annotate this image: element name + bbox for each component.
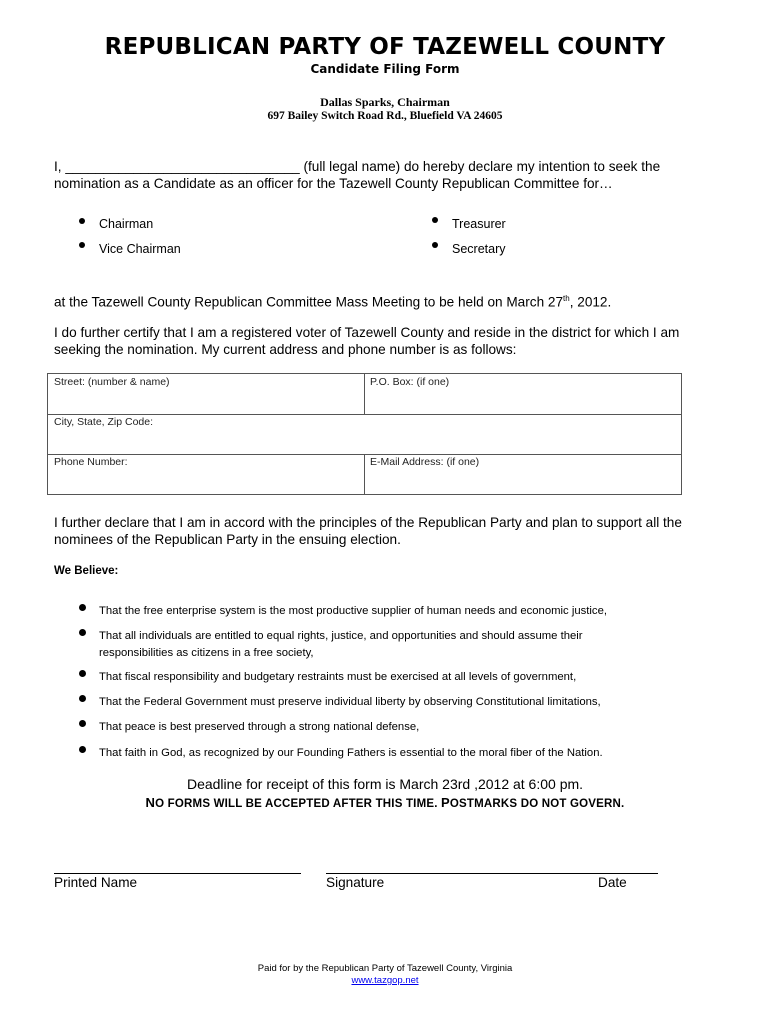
postmarks-text: OSTMARKS DO NOT GOVERN. <box>449 798 625 810</box>
bullet-icon <box>79 746 86 753</box>
table-divider <box>48 414 681 415</box>
bullet-icon <box>79 604 86 611</box>
form-subtitle: Candidate Filing Form <box>310 62 460 76</box>
meeting-text: at the Tazewell County Republican Committee Mass Meeting to be held on March 27 <box>54 294 564 310</box>
table-divider <box>364 454 365 494</box>
office-option-chairman[interactable]: Chairman <box>99 217 154 231</box>
no-forms-initial: N <box>145 795 156 810</box>
table-divider <box>364 374 365 414</box>
office-option-treasurer[interactable]: Treasurer <box>452 217 506 231</box>
meeting-year: , 2012. <box>569 294 612 310</box>
certify-line-2: seeking the nomination. My current address and phone number is as follows: <box>54 342 517 357</box>
office-option-secretary[interactable]: Secretary <box>452 242 506 256</box>
belief-item: That the Federal Government must preserve individual liberty by observing Constitutional limitations, <box>99 696 601 708</box>
bullet-icon <box>79 670 86 677</box>
signature-label: Signature <box>326 875 385 890</box>
accord-line-1: I further declare that I am in accord with the principles of the Republican Party and plan to support all the <box>54 515 682 530</box>
office-option-vice-chairman[interactable]: Vice Chairman <box>99 242 181 256</box>
footer <box>0 963 770 987</box>
certify-line-1: I do further certify that I am a registered voter of Tazewell County and reside in the district for which I am <box>54 325 680 340</box>
declaration-prefix: I, <box>54 159 66 174</box>
belief-item: That all individuals are entitled to equal rights, justice, and opportunities and should assume their <box>99 630 583 642</box>
bullet-icon <box>79 242 85 248</box>
postmarks-initial: P <box>441 795 450 810</box>
street-field[interactable]: Street: (number & name) <box>54 376 170 388</box>
belief-item-continued: responsibilities as citizens in a free society, <box>99 647 314 659</box>
declaration-line-2: nomination as a Candidate as an officer for the Tazewell County Republican Committee for… <box>54 176 613 191</box>
bullet-icon <box>79 629 86 636</box>
website-link[interactable]: www.tazgop.net <box>351 975 419 986</box>
bullet-icon <box>432 242 438 248</box>
printed-name-line[interactable] <box>54 873 301 874</box>
declaration-line-1 <box>54 158 704 175</box>
meeting-ordinal: th <box>563 294 570 303</box>
belief-item: That faith in God, as recognized by our Founding Fathers is essential to the moral fiber of the Nation. <box>99 747 603 759</box>
belief-item: That the free enterprise system is the most productive supplier of human needs and economic justice, <box>99 605 607 617</box>
po-box-field[interactable]: P.O. Box: (if one) <box>370 376 450 388</box>
address-form-table <box>47 373 682 495</box>
email-field[interactable]: E-Mail Address: (if one) <box>370 456 480 468</box>
paid-for-notice: Paid for by the Republican Party of Tazewell County, Virginia <box>257 963 513 974</box>
meeting-paragraph <box>54 290 704 311</box>
full-name-blank[interactable]: _______________________________ <box>65 159 300 174</box>
certify-paragraph <box>54 324 704 358</box>
chairman-name: Dallas Sparks, Chairman <box>320 95 450 109</box>
no-forms-text: O FORMS WILL BE ACCEPTED AFTER THIS TIME. <box>155 798 442 810</box>
bullet-icon <box>79 720 86 727</box>
no-forms-notice <box>0 795 770 810</box>
accord-line-2: nominees of the Republican Party in the ensuing election. <box>54 532 401 547</box>
deadline-notice: Deadline for receipt of this form is March 23rd ,2012 at 6:00 pm. <box>186 776 584 792</box>
belief-item: That fiscal responsibility and budgetary restraints must be exercised at all levels of government, <box>99 671 577 683</box>
bullet-icon <box>432 217 438 223</box>
form-title: REPUBLICAN PARTY OF TAZEWELL COUNTY <box>104 34 666 60</box>
chairman-address: 697 Bailey Switch Road Rd., Bluefield VA 24605 <box>267 110 503 122</box>
bullet-icon <box>79 218 85 224</box>
phone-number-field[interactable]: Phone Number: <box>54 456 128 468</box>
declaration-suffix: (full legal name) do hereby declare my intention to seek the <box>299 159 661 174</box>
date-label: Date <box>598 875 627 890</box>
city-state-zip-field[interactable]: City, State, Zip Code: <box>54 416 154 428</box>
accord-paragraph <box>54 514 704 548</box>
declaration-paragraph <box>54 158 704 192</box>
belief-item: That peace is best preserved through a strong national defense, <box>99 721 420 733</box>
beliefs-heading: We Believe: <box>54 565 119 577</box>
signature-line[interactable] <box>326 873 658 874</box>
bullet-icon <box>79 695 86 702</box>
printed-name-label: Printed Name <box>54 875 138 890</box>
